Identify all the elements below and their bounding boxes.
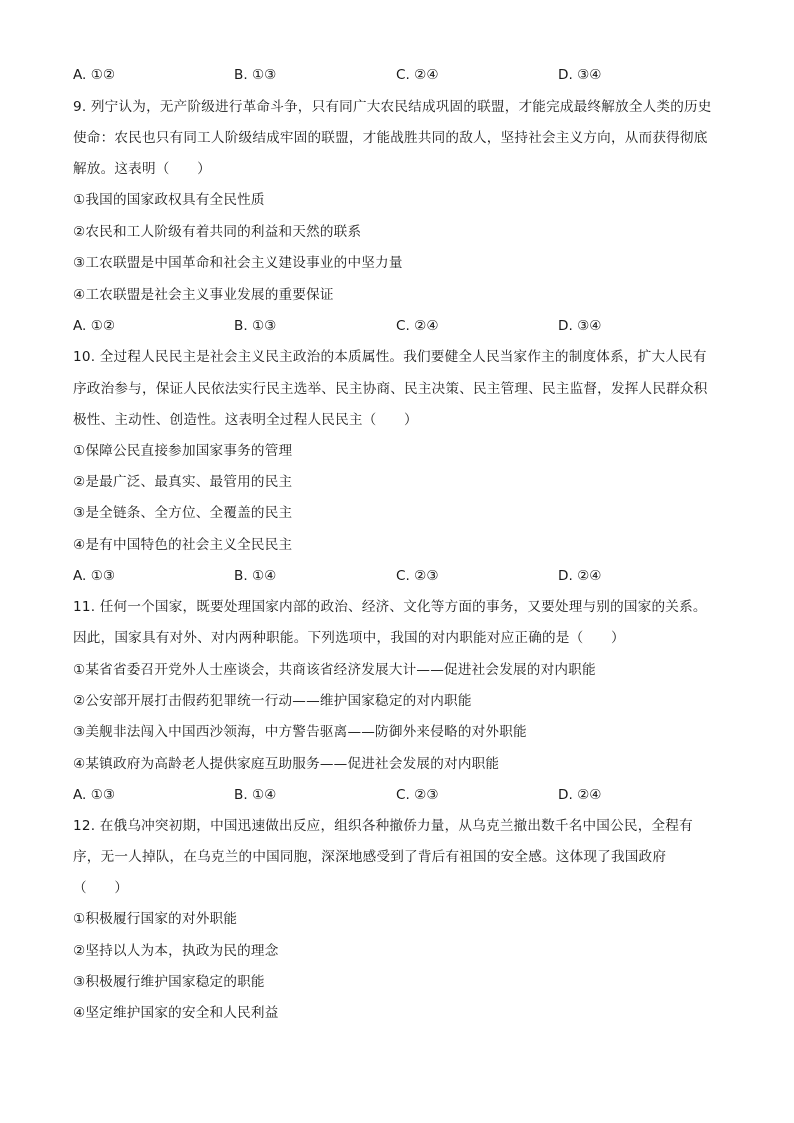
q12-statement-4: ④坚定维护国家的安全和人民利益 [73,1005,279,1021]
q8-option-b[interactable]: B. ①③ [234,67,277,83]
q12-statement-2: ②坚持以人为本，执政为民的理念 [73,943,279,959]
q8-option-c[interactable]: C. ②④ [396,67,439,83]
q9-stem-line-2: 使命：农民也只有同工人阶级结成牢固的联盟，才能战胜共同的敌人，坚持社会主义方向，从而获得彻底 [73,130,708,146]
q10-statement-4: ④是有中国特色的社会主义全民民主 [73,537,293,553]
q9-options [73,316,723,336]
q10-option-c[interactable]: C. ②③ [396,568,439,584]
q10-stem-line-3: 极性、主动性、创造性。这表明全过程人民民主（ ） [73,412,418,428]
q9-option-d[interactable]: D. ③④ [558,318,602,334]
q12-stem-line-1: 12. 在俄乌冲突初期，中国迅速做出反应，组织各种撤侨力量，从乌克兰撤出数千名中国公民，全程有 [73,818,693,834]
q10-statement-3: ③是全链条、全方位、全覆盖的民主 [73,505,293,521]
q10-option-b[interactable]: B. ①④ [234,568,277,584]
q9-stem-line-1: 9. 列宁认为，无产阶级进行革命斗争，只有同广大农民结成巩固的联盟，才能完成最终解放全人类的历史 [73,99,712,115]
q11-statement-4: ④某镇政府为高龄老人提供家庭互助服务——促进社会发展的对内职能 [73,756,500,772]
q11-option-b[interactable]: B. ①④ [234,787,277,803]
q10-statement-2: ②是最广泛、最真实、最管用的民主 [73,474,293,490]
q11-stem-line-2: 因此，国家具有对外、对内两种职能。下列选项中，我国的对内职能对应正确的是（ ） [73,630,625,646]
q11-option-c[interactable]: C. ②③ [396,787,439,803]
q11-options [73,785,723,805]
q10-stem-line-1: 10. 全过程人民民主是社会主义民主政治的本质属性。我们要健全人民当家作主的制度体系，扩大人民有 [73,349,707,365]
q9-statement-2: ②农民和工人阶级有着共同的利益和天然的联系 [73,224,362,240]
q9-option-a[interactable]: A. ①② [73,318,116,334]
q10-options [73,566,723,586]
q8-options [73,65,723,85]
q11-statement-3: ③美舰非法闯入中国西沙领海，中方警告驱离——防御外来侵略的对外职能 [73,724,527,740]
q11-statement-1: ①某省省委召开党外人士座谈会，共商该省经济发展大计——促进社会发展的对内职能 [73,662,596,678]
q11-option-d[interactable]: D. ②④ [558,787,602,803]
q12-stem-line-3: （ ） [73,880,129,896]
q9-option-b[interactable]: B. ①③ [234,318,277,334]
q8-option-d[interactable]: D. ③④ [558,67,602,83]
q12-statement-3: ③积极履行维护国家稳定的职能 [73,974,265,990]
q11-option-a[interactable]: A. ①③ [73,787,116,803]
q12-statement-1: ①积极履行国家的对外职能 [73,911,238,927]
q9-statement-3: ③工农联盟是中国革命和社会主义建设事业的中坚力量 [73,255,403,271]
q9-statement-1: ①我国的国家政权具有全民性质 [73,192,265,208]
q9-option-c[interactable]: C. ②④ [396,318,439,334]
q8-option-a[interactable]: A. ①② [73,67,116,83]
q10-option-d[interactable]: D. ②④ [558,568,602,584]
q9-stem-line-3: 解放。这表明（ ） [73,161,211,177]
q12-stem-line-2: 序，无一人掉队，在乌克兰的中国同胞，深深地感受到了背后有祖国的安全感。这体现了我国政府 [73,849,667,865]
q11-stem-line-1: 11. 任何一个国家，既要处理国家内部的政治、经济、文化等方面的事务，又要处理与别的国家的关系。 [73,599,707,615]
q10-stem-line-2: 序政治参与，保证人民依法实行民主选举、民主协商、民主决策、民主管理、民主监督，发挥人民群众积 [73,381,708,397]
q10-statement-1: ①保障公民直接参加国家事务的管理 [73,443,293,459]
q10-option-a[interactable]: A. ①③ [73,568,116,584]
q9-statement-4: ④工农联盟是社会主义事业发展的重要保证 [73,287,334,303]
q11-statement-2: ②公安部开展打击假药犯罪统一行动——维护国家稳定的对内职能 [73,693,472,709]
